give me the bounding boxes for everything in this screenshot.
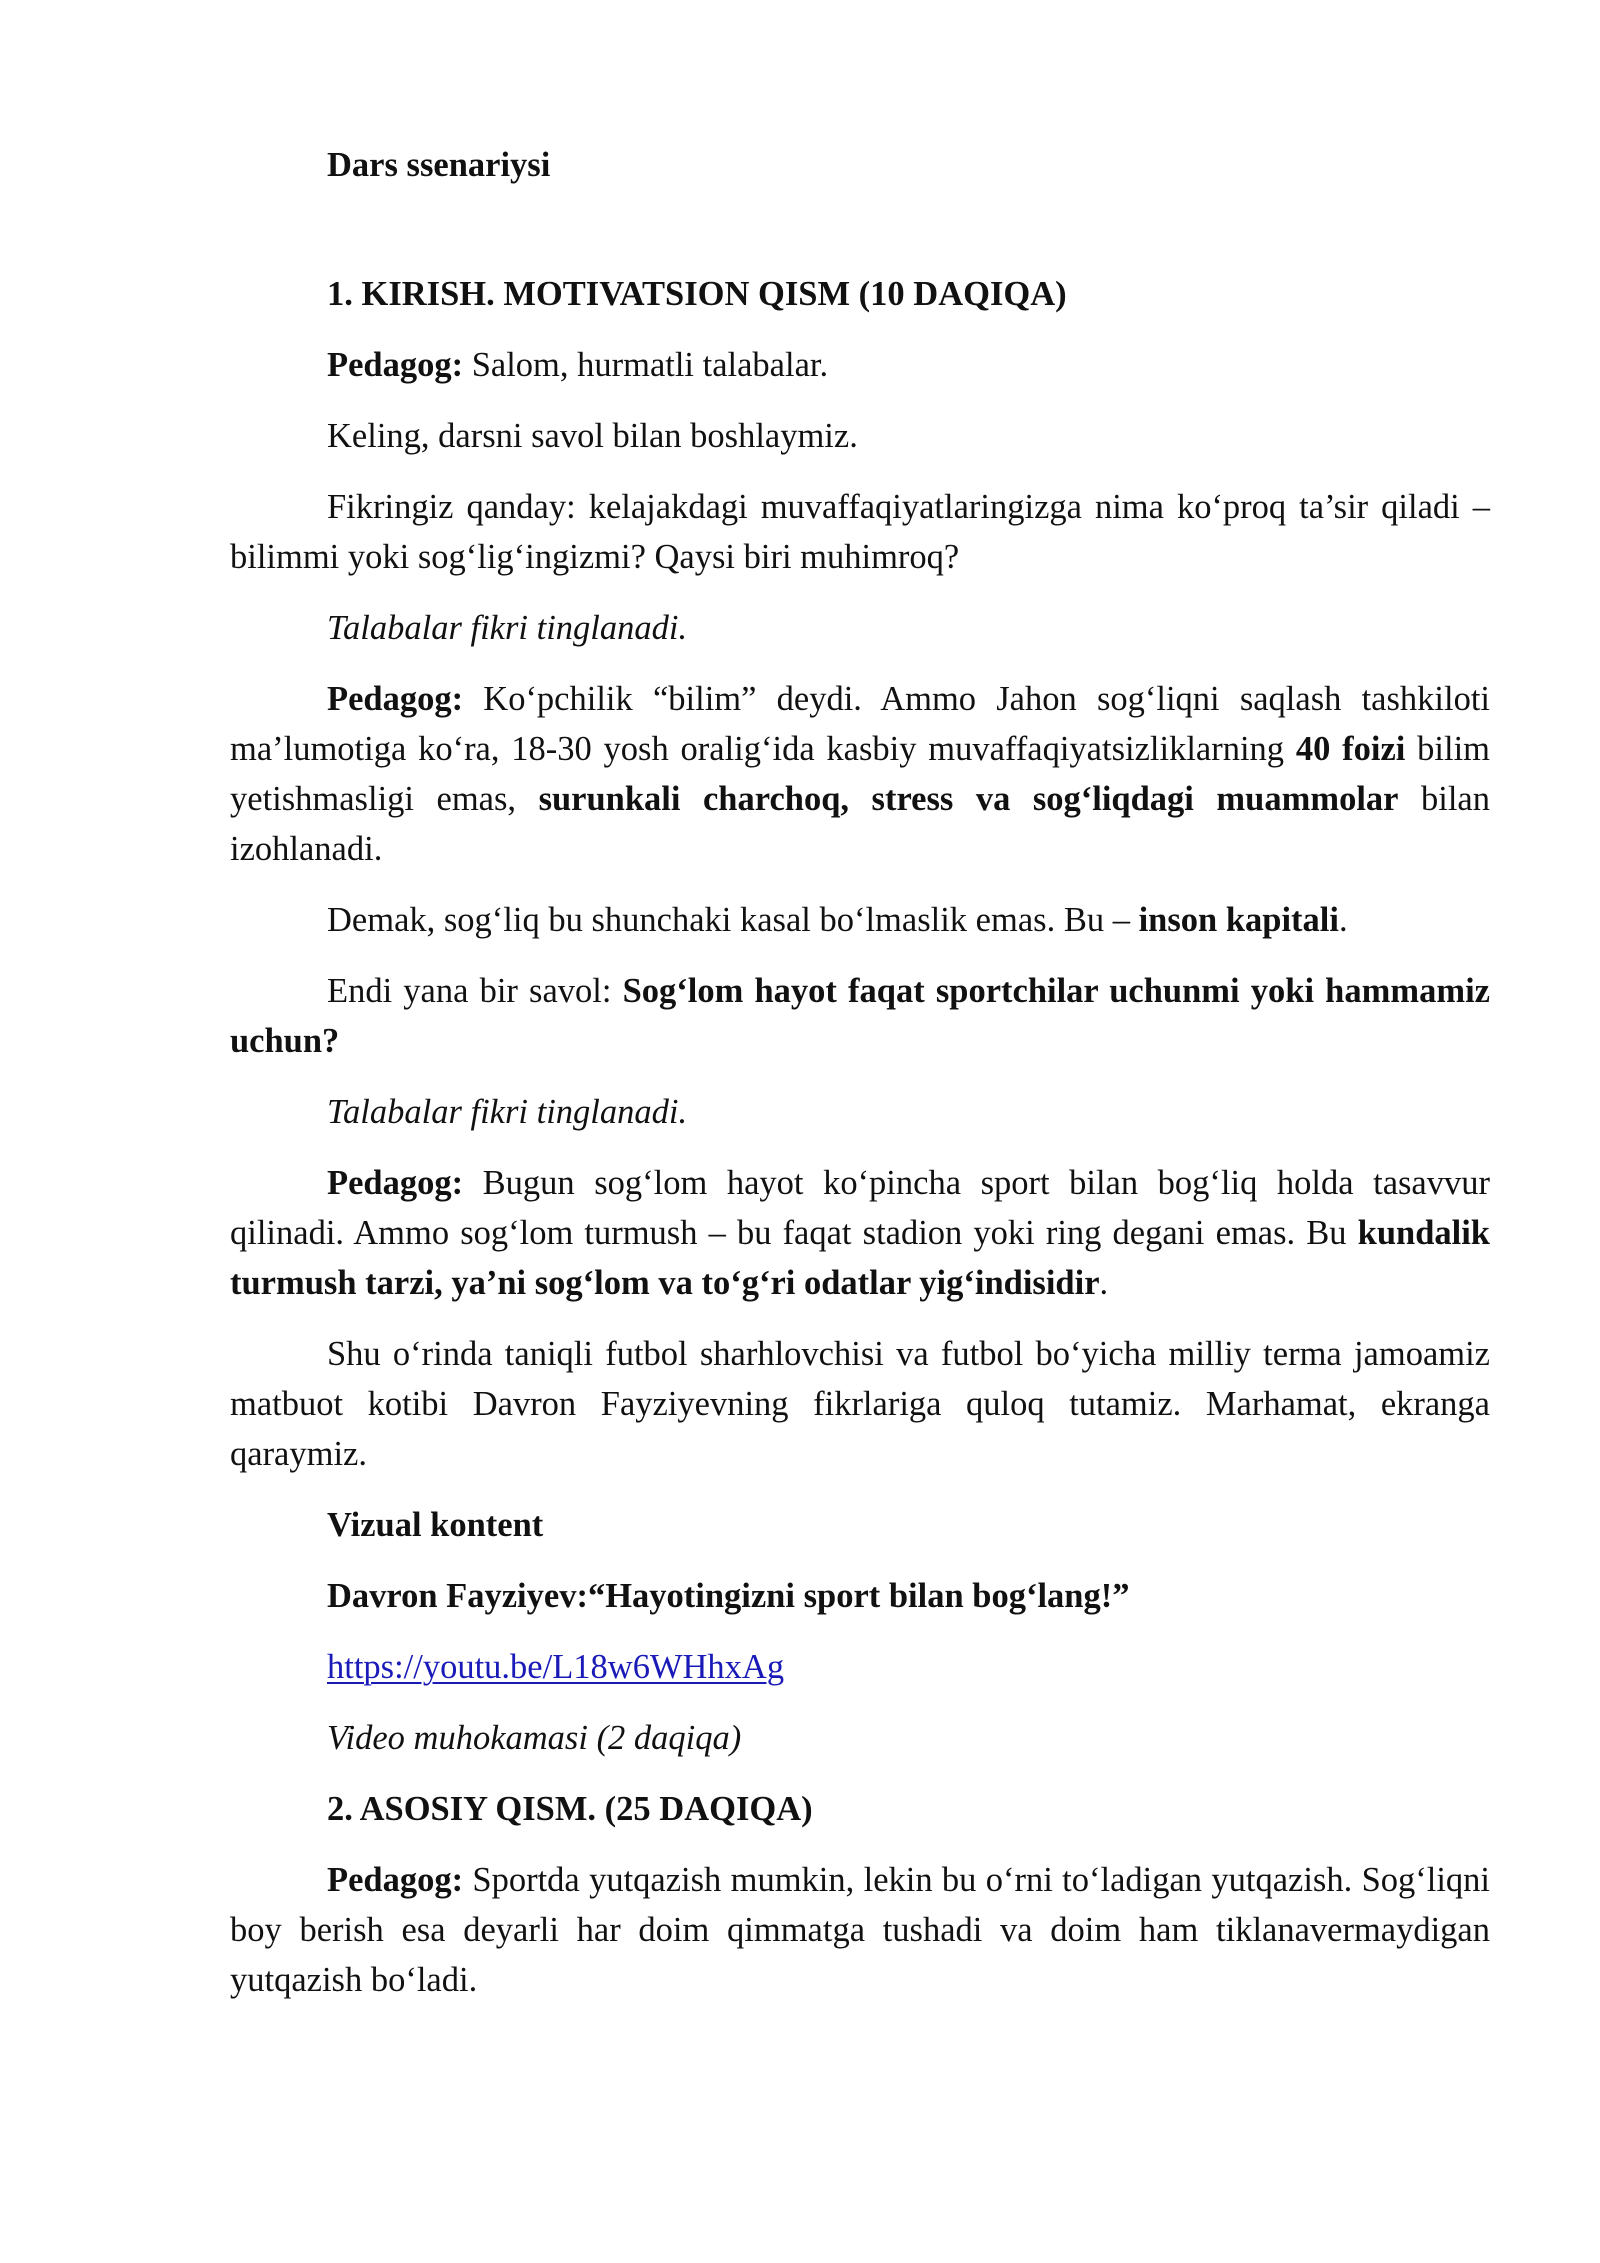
paragraph-text: . [1099, 1264, 1109, 1302]
paragraph-who-statistic [230, 674, 1490, 874]
speaker-label: Pedagog: [327, 1164, 464, 1202]
paragraph-intro: Keling, darsni savol bilan boshlaymiz. [327, 417, 858, 455]
visual-content-heading: Vizual kontent [327, 1506, 544, 1544]
paragraph-text: . [1338, 901, 1348, 939]
speaker-label: Pedagog: [327, 1861, 464, 1899]
section-2-heading: 2. ASOSIY QISM. (25 DAQIQA) [327, 1790, 813, 1828]
paragraph-text: bilan izohlanadi. [230, 780, 1490, 868]
video-link-row [230, 1642, 1490, 1692]
speaker-label: Pedagog: [327, 680, 464, 718]
paragraph-text: Demak, sog‘liq bu shunchaki kasal bo‘lmaslik emas. Bu – [327, 901, 1139, 939]
paragraph-question-2 [230, 966, 1490, 1066]
paragraph-sport-health [230, 1855, 1490, 2005]
paragraph-greeting [230, 340, 1490, 390]
paragraph-text: bilim yetishmasligi emas, [230, 730, 1490, 818]
document-title: Dars ssenariysi [327, 146, 551, 184]
paragraph-question-1: Fikringiz qanday: kelajakdagi muvaffaqiyatlaringizga nima ko‘proq ta’sir qiladi – bilimmi yoki sog‘lig‘ingizmi? Qaysi biri muhimroq? [230, 488, 1490, 576]
highlight-text: surunkali charchoq, stress va sog‘liqdagi muammolar [538, 780, 1399, 818]
paragraph-text: Sportda yutqazish mumkin, lekin bu o‘rni to‘ladigan yutqazish. Sog‘liqni boy berish esa deyarli har doim qimmatga tushadi va doim ham tiklanavermaydigan yutqazish bo‘ladi. [230, 1861, 1490, 1999]
highlight-text: 40 foizi [1295, 730, 1406, 768]
student-opinion-note: Talabalar fikri tinglanadi. [327, 1093, 688, 1131]
highlight-text: kundalik turmush tarzi, ya’ni sog‘lom va to‘g‘ri odatlar yig‘indisidir [230, 1214, 1490, 1302]
video-title: Davron Fayziyev:“Hayotingizni sport bilan bog‘lang!” [327, 1577, 1130, 1615]
paragraph-text: Endi yana bir savol: [327, 972, 623, 1010]
section-1-heading: 1. KIRISH. MOTIVATSION QISM (10 DAQIQA) [327, 275, 1067, 313]
highlight-text: inson kapitali [1138, 901, 1339, 939]
highlight-text: Sog‘lom hayot faqat sportchilar uchunmi yoki hammamiz uchun? [230, 972, 1490, 1060]
video-link[interactable]: https://youtu.be/L18w6WHhxAg [327, 1648, 785, 1686]
video-discussion-note: Video muhokamasi (2 daqiqa) [327, 1719, 742, 1757]
paragraph-text: Bugun sog‘lom hayot ko‘pincha sport bilan bog‘liq holda tasavvur qilinadi. Ammo sog‘lom turmush – bu faqat stadion yoki ring degani emas. Bu [230, 1164, 1490, 1252]
document-page [230, 140, 1490, 2026]
paragraph-human-capital [230, 895, 1490, 945]
speaker-label: Pedagog: [327, 346, 464, 384]
student-opinion-note: Talabalar fikri tinglanadi. [327, 609, 688, 647]
paragraph-video-intro: Shu o‘rinda taniqli futbol sharhlovchisi va futbol bo‘yicha milliy terma jamoamiz matbuot kotibi Davron Fayziyevning fikrlariga quloq tutamiz. Marhamat, ekranga qaraymiz. [230, 1335, 1490, 1473]
paragraph-healthy-lifestyle [230, 1158, 1490, 1308]
paragraph-text: Salom, hurmatli talabalar. [463, 346, 829, 384]
paragraph-text: Ko‘pchilik “bilim” deydi. Ammo Jahon sog‘liqni saqlash tashkiloti ma’lumotiga ko‘ra, 18-30 yosh oralig‘ida kasbiy muvaffaqiyatsizliklarning [230, 680, 1490, 768]
